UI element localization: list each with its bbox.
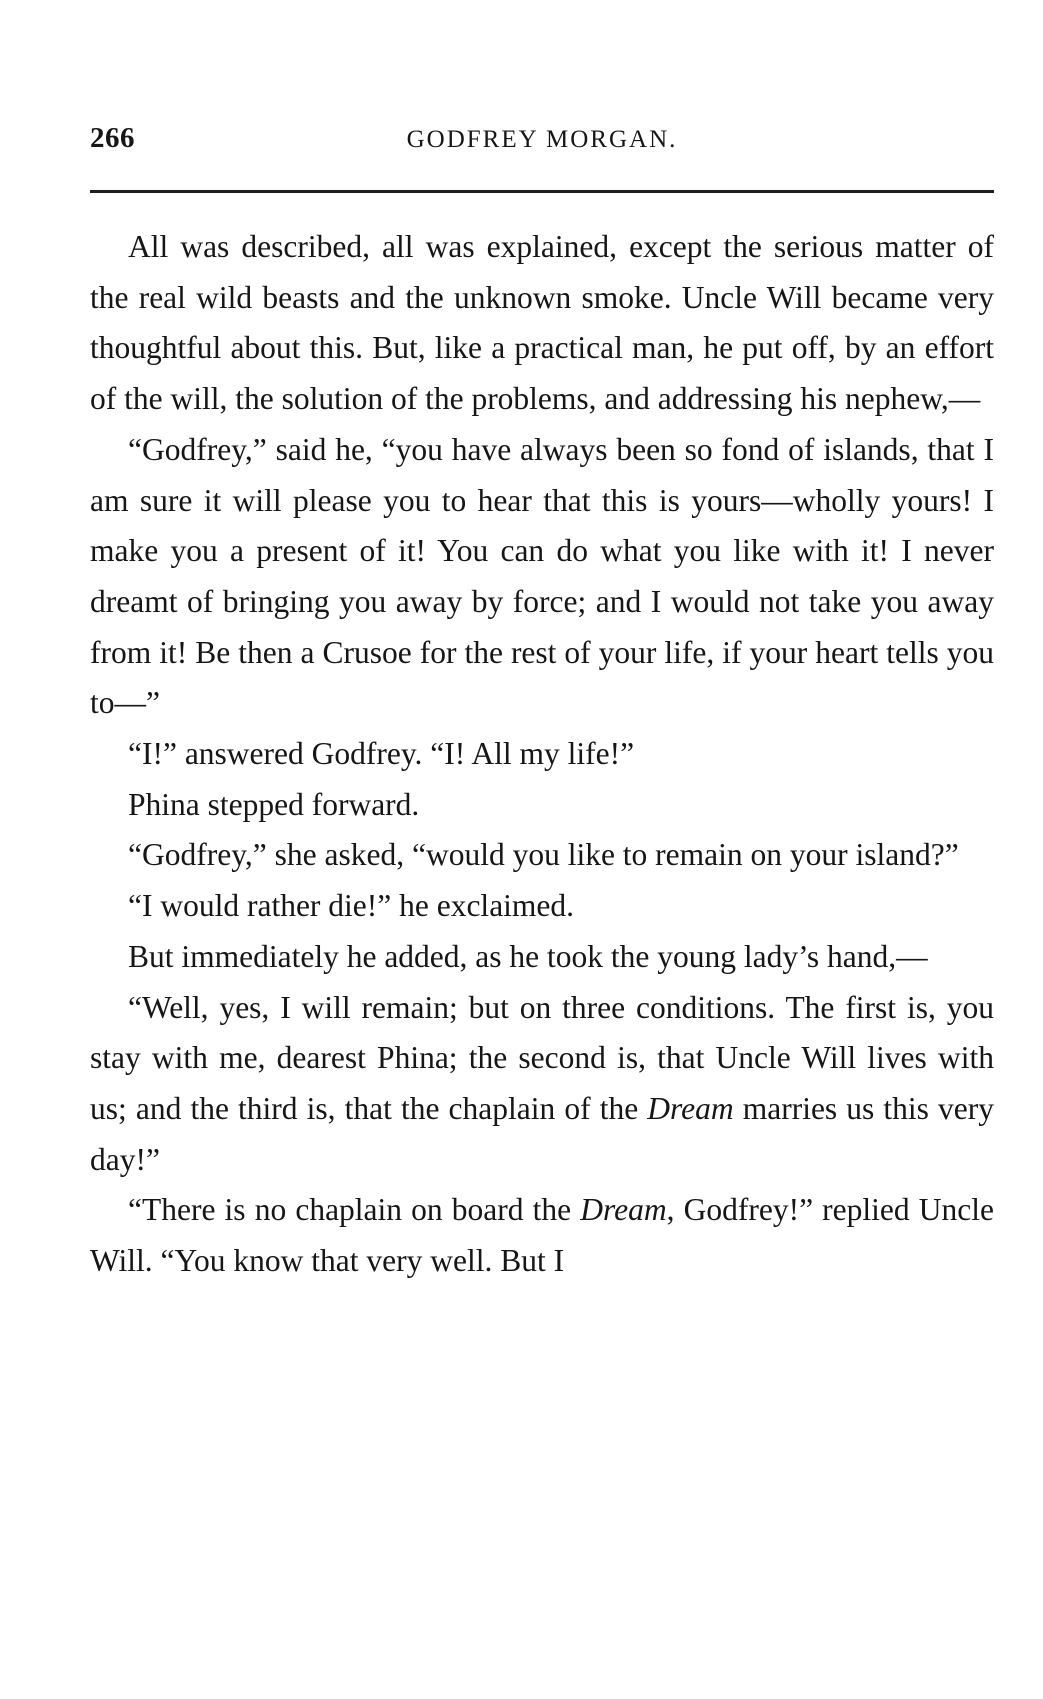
paragraph-text: marries us this very day!” — [90, 1090, 994, 1177]
paragraph: “Godfrey,” she asked, “would you like to remain on your island?” — [128, 837, 959, 873]
paragraph: “I!” answered Godfrey. “I! All my life!” — [128, 736, 635, 772]
paragraph-text: “There is no chaplain on board the — [128, 1192, 581, 1228]
paragraph — [90, 983, 994, 1186]
paragraph: All was described, all was explained, except the serious matter of the real wild beasts and the unknown smoke. Uncle Will became very thoughtful about this. But, like a practical man, he put off, by an effort of the will, the solution of the problems, and addressing his nephew,— — [90, 229, 994, 417]
paragraph-text: “Well, yes, I will remain; but on three conditions. The first is, you stay with me, dearest Phina; the second is, that Uncle Will lives with us; and the third is, that the chaplain of the — [90, 989, 994, 1126]
page-header — [90, 122, 994, 162]
header-rule — [90, 190, 994, 193]
paragraph: Phina stepped forward. — [128, 786, 420, 822]
paragraph: But immediately he added, as he took the young lady’s hand,— — [128, 938, 928, 974]
body-text — [90, 222, 994, 1287]
paragraph: “Godfrey,” said he, “you have always been so fond of islands, that I am sure it will please you to hear that this is yours—wholly yours! I make you a present of it! You can do what you like with it! I never dreamt of bringing you away by force; and I would not take you away from it! Be then a Crusoe for the rest of your life, if your heart tells you to—” — [90, 431, 994, 721]
running-title: GODFREY MORGAN. — [406, 126, 678, 153]
paragraph — [90, 1185, 994, 1286]
ship-name: Dream — [580, 1192, 667, 1228]
paragraph: “I would rather die!” he exclaimed. — [128, 888, 575, 924]
ship-name: Dream — [647, 1090, 734, 1126]
paragraph-text: , Godfrey!” replied Uncle Will. “You know that very well. But I — [90, 1192, 994, 1279]
page-number: 266 — [90, 122, 135, 154]
